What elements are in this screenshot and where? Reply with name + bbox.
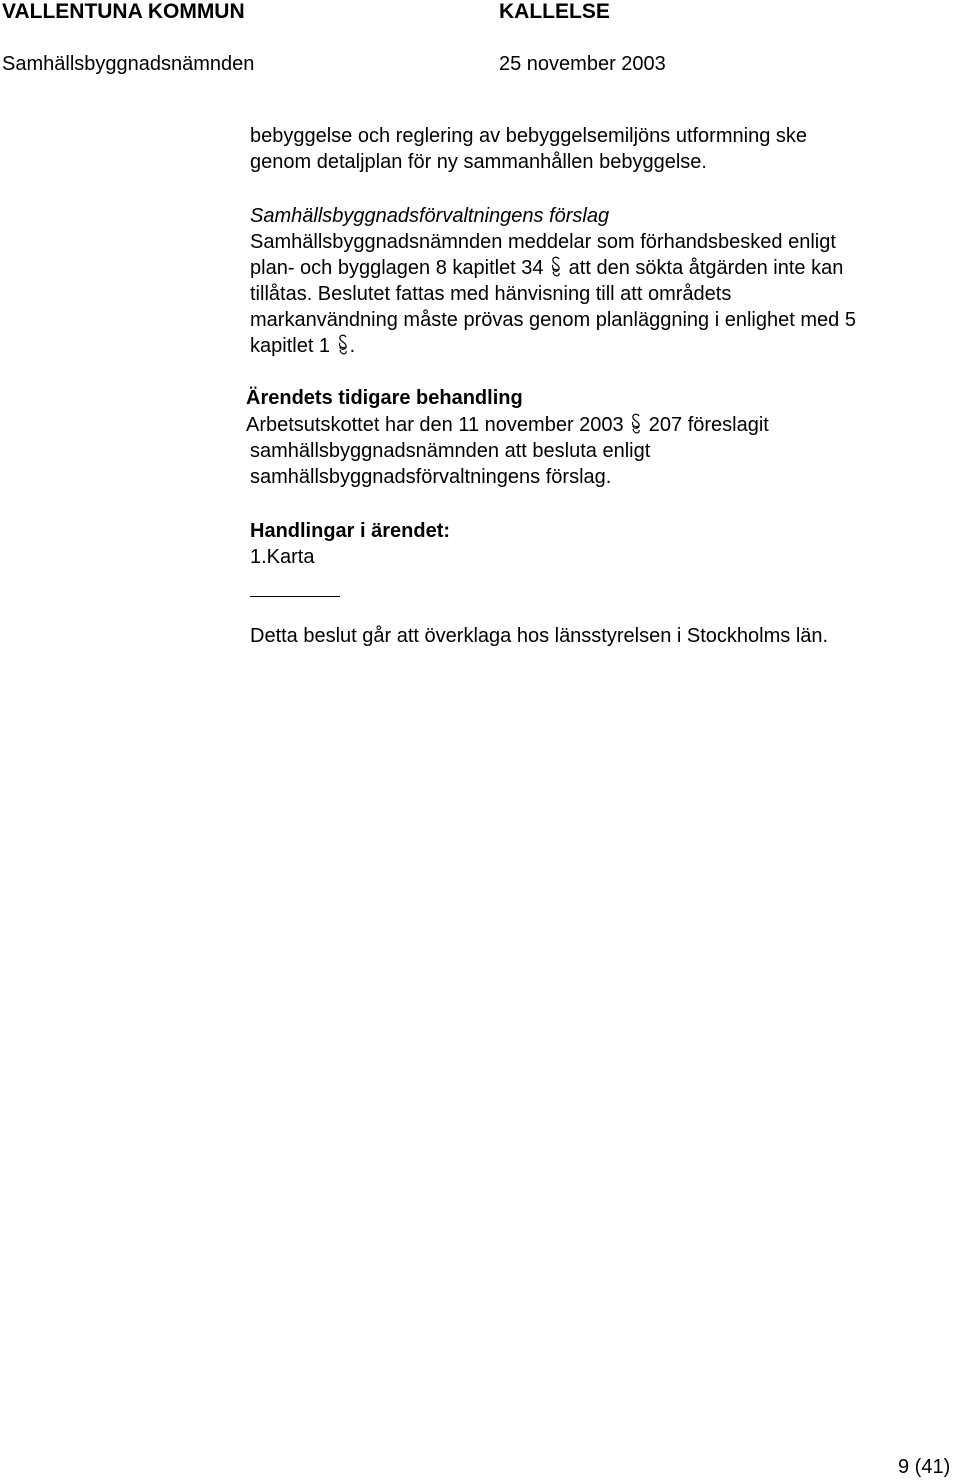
proposal-line-2-end: att den sökta åtgärden inte kan	[568, 257, 844, 279]
meeting-date: 25 november 2003	[499, 53, 666, 75]
separator-line	[250, 596, 340, 597]
proposal-line-5	[250, 333, 355, 359]
history-heading: Ärendets tidigare behandling	[246, 387, 523, 409]
history-line-1	[246, 412, 769, 438]
proposal-line-2-start: plan- och bygglagen 8 kapitlet 34	[250, 257, 544, 279]
documents-heading: Handlingar i ärendet:	[250, 520, 451, 542]
section-sign-icon	[629, 413, 643, 435]
committee-name: Samhällsbyggnadsnämnden	[2, 53, 255, 75]
documents-item-1: 1.Karta	[250, 546, 315, 568]
appeal-text: Detta beslut går att överklaga hos länsstyrelsen i Stockholms län.	[250, 625, 829, 647]
proposal-line-5-end: .	[349, 335, 356, 357]
intro-line-2: genom detaljplan för ny sammanhållen bebyggelse.	[250, 151, 707, 173]
org-name: VALLENTUNA KOMMUN	[2, 0, 245, 23]
history-line-3: samhällsbyggnadsförvaltningens förslag.	[250, 466, 612, 488]
history-line-2: samhällsbyggnadsnämnden att besluta enligt	[250, 440, 651, 462]
proposal-line-2	[250, 255, 843, 281]
history-line-1-start: Arbetsutskottet har den 11 november 2003	[246, 414, 624, 436]
history-line-1-end: 207 föreslagit	[648, 414, 769, 436]
page-number: 9 (41)	[898, 1456, 951, 1478]
proposal-line-5-start: kapitlet 1	[250, 335, 331, 357]
proposal-line-1: Samhällsbyggnadsnämnden meddelar som förhandsbesked enligt	[250, 231, 836, 253]
section-sign-icon	[336, 334, 350, 356]
proposal-heading: Samhällsbyggnadsförvaltningens förslag	[250, 205, 610, 227]
section-sign-icon	[549, 256, 563, 278]
document-type: KALLELSE	[499, 0, 610, 23]
proposal-line-4: markanvändning måste prövas genom planläggning i enlighet med 5	[250, 309, 856, 331]
proposal-line-3: tillåtas. Beslutet fattas med hänvisning till att områdets	[250, 283, 732, 305]
intro-line-1: bebyggelse och reglering av bebyggelsemiljöns utformning ske	[250, 125, 807, 147]
